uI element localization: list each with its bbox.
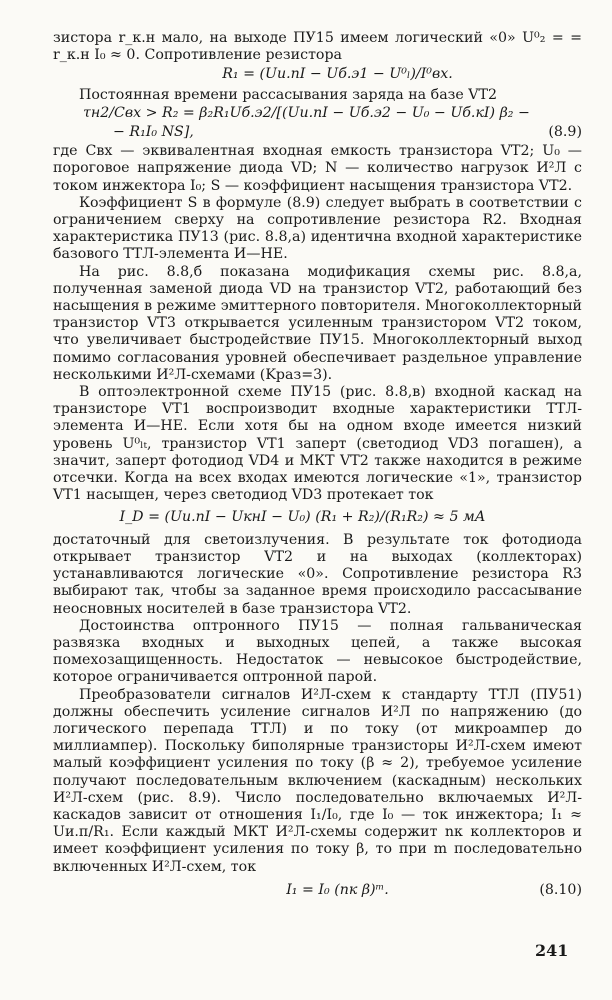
paragraph-figure-8-8b: На рис. 8.8,б показана модификация схемы рис. 8.8,а, полученная заменой диода VD на транзистор VT2, работающий без насыщения в режиме эмиттерного повторителя. Многоколлекторный транзистор VT3 открывается усиленным транзистором VT2 током, что увеличивает быстродействие ПУ15. Многоколлекторный выход помимо согласования уровней обеспечивает раздельное управление несколькими И²Л-схемами (Kраз=3). [53,263,582,383]
paragraph-time-constant: Постоянная времени рассасывания заряда на базе VT2 [79,86,498,103]
formula-r1: R₁ = (Uи.пI − Uб.э1 − U⁰ₗ)/I⁰вх. [222,66,453,83]
paragraph-coefficient: Коэффициент S в формуле (8.9) следует выбрать в соответствии с ограничением сверху на сопротивление резистора R2. Входная характеристика ПУ13 (рис. 8.8,а) идентична входной характеристике базового ТТЛ-элемента И—НЕ. [53,194,582,263]
text-line: зистора r_к.н мало, на выходе ПУ15 имеем логический «0» U⁰₂ = [53,30,564,46]
formula-8-10-body: I₁ = I₀ (nк β)ᵐ. [286,881,389,898]
formula-8-9-line-1: τн2/Cвх > R₂ = β₂R₁Uб.э2/[(Uи.пI − Uб.э2 − U₀ − Uб.кI) β₂ − [83,104,530,121]
formula-8-9-tail: − R₁I₀ NS], [113,124,194,141]
equation-number-8-10: (8.10) [539,881,582,898]
equation-number-8-9: (8.9) [548,124,582,141]
formula-photodiode-current: I_D = (Uи.пI − UкнI − U₀) (R₁ + R₂)/(R₁R₂) ≈ 5 мА [119,509,486,526]
paragraph-where: где Свх — эквивалентная входная емкость транзистора VT2; U₀ — пороговое напряжение диода VD; N — количество нагрузок И²Л с током инжектора I₀; S — коэффициент насыщения транзистора VT2. [53,143,582,194]
formula-8-10 [53,882,582,899]
paragraph-converters: Преобразователи сигналов И²Л-схем к стандарту ТТЛ (ПУ51) должны обеспечить усиление сигналов И²Л по напряжению (до логического перепада ТТЛ) и по току (от микроампер до миллиампер). Поскольку биполярные транзисторы И²Л-схем имеют малый коэффициент усиления по току (β ≈ 2), требуемое усиление получают последовательным включением (каскадным) нескольких И²Л-схем (рис. 8.9). Число последовательно включаемых И²Л-каскадов зависит от отношения I₁/I₀, где I₀ — ток инжектора; I₁ ≈ Uи.п/R₁. Если каждый МКТ И²Л-схемы содержит nк коллекторов и имеет коэффициент усиления по току β, то при m последовательно включенных И²Л-схем, ток [53,686,582,875]
paragraph-advantages: Достоинства оптронного ПУ15 — полная гальваническая развязка входных и выходных цепей, а также высокая помехозащищенность. Недостаток — невысокое быстродействие, которое ограничивается оптронной парой. [53,617,582,686]
paragraph-continued [53,30,582,64]
text-line: = r_к.н I₀ ≈ 0. Сопротивление резистора [53,30,582,64]
formula-8-9-line-2 [53,124,582,141]
page-text [53,30,582,899]
page-number: 241 [535,941,569,960]
paragraph-sufficient: достаточный для светоизлучения. В результате ток фотодиода открывает транзистор VT2 и на выходах (коллекторах) устанавливаются логические «0». Сопротивление резистора R3 выбирают так, чтобы за заданное время происходило рассасывание неосновных носителей в базе транзистора VT2. [53,531,582,617]
paragraph-optoelectronic: В оптоэлектронной схеме ПУ15 (рис. 8.8,в) входной каскад на транзисторе VT1 воспроизводит входные характеристики ТТЛ-элемента И—НЕ. Если хотя бы на одном входе имеется низкий уровень U⁰ₗₜ, транзистор VT1 заперт (светодиод VD3 погашен), а значит, заперт фотодиод VD4 и МКТ VT2 также находится в режиме отсечки. Когда на всех входах имеются логические «1», транзистор VT1 насыщен, через светодиод VD3 протекает ток [53,384,582,504]
